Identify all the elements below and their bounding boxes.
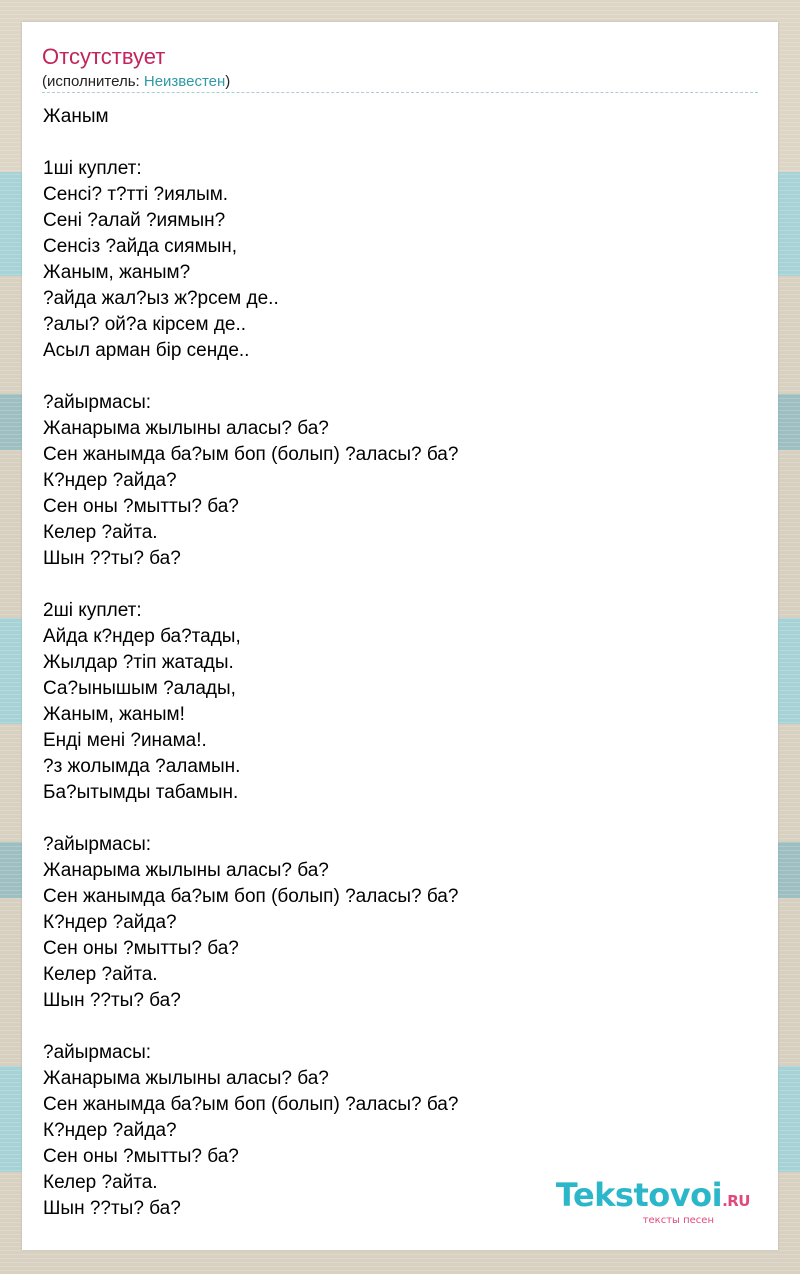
title-divider [42,92,758,93]
artist-link[interactable]: Неизвестен [143,73,226,90]
logo-name: Tekstovoi [555,1176,723,1214]
lyrics-card [22,22,778,1250]
artist-suffix: ) [225,73,231,90]
artist-line [42,73,230,91]
site-logo[interactable] [556,1178,750,1226]
song-title: Отсутствует [42,44,166,69]
lyrics-text: Жаным 1ші куплет: Сенсі? т?тті ?иялым. Сені ?алай ?иямын? Сенсіз ?айда сиямын, Жаным, жаным? ?айда жал?ыз ж?рсем де.. ?алы? ой?а кірсем де.. Асыл арман бір сенде.. ?айырмасы: Жанарыма жылыны аласы? ба? Сен жанымда ба?ым боп (болып) ?аласы? ба? К?ндер ?айда? Сен оны ?мытты? ба? Келер ?айта. Шын ??ты? ба? 2ші куплет: Айда к?ндер ба?тады, Жылдар ?тіп жатады. Са?ынышым ?алады, Жаным, жаным! Енді мені ?инама!. ?з жолымда ?аламын. Ба?ытымды табамын. ?айырмасы: Жанарыма жылыны аласы? ба? Сен жанымда ба?ым боп (болып) ?аласы? ба? К?ндер ?айда? Сен оны ?мытты? ба? Келер ?айта. Шын ??ты? ба? ?айырмасы: Жанарыма жылыны аласы? ба? Сен жанымда ба?ым боп (болып) ?аласы? ба? К?ндер ?айда? Сен оны ?мытты? ба? Келер ?айта. Шын ??ты? ба? [43,106,459,1219]
logo-tagline: тексты песен [642,1215,714,1226]
artist-prefix: (исполнитель: [42,73,144,90]
logo-wordmark [556,1178,750,1218]
logo-tld: .RU [722,1192,750,1210]
